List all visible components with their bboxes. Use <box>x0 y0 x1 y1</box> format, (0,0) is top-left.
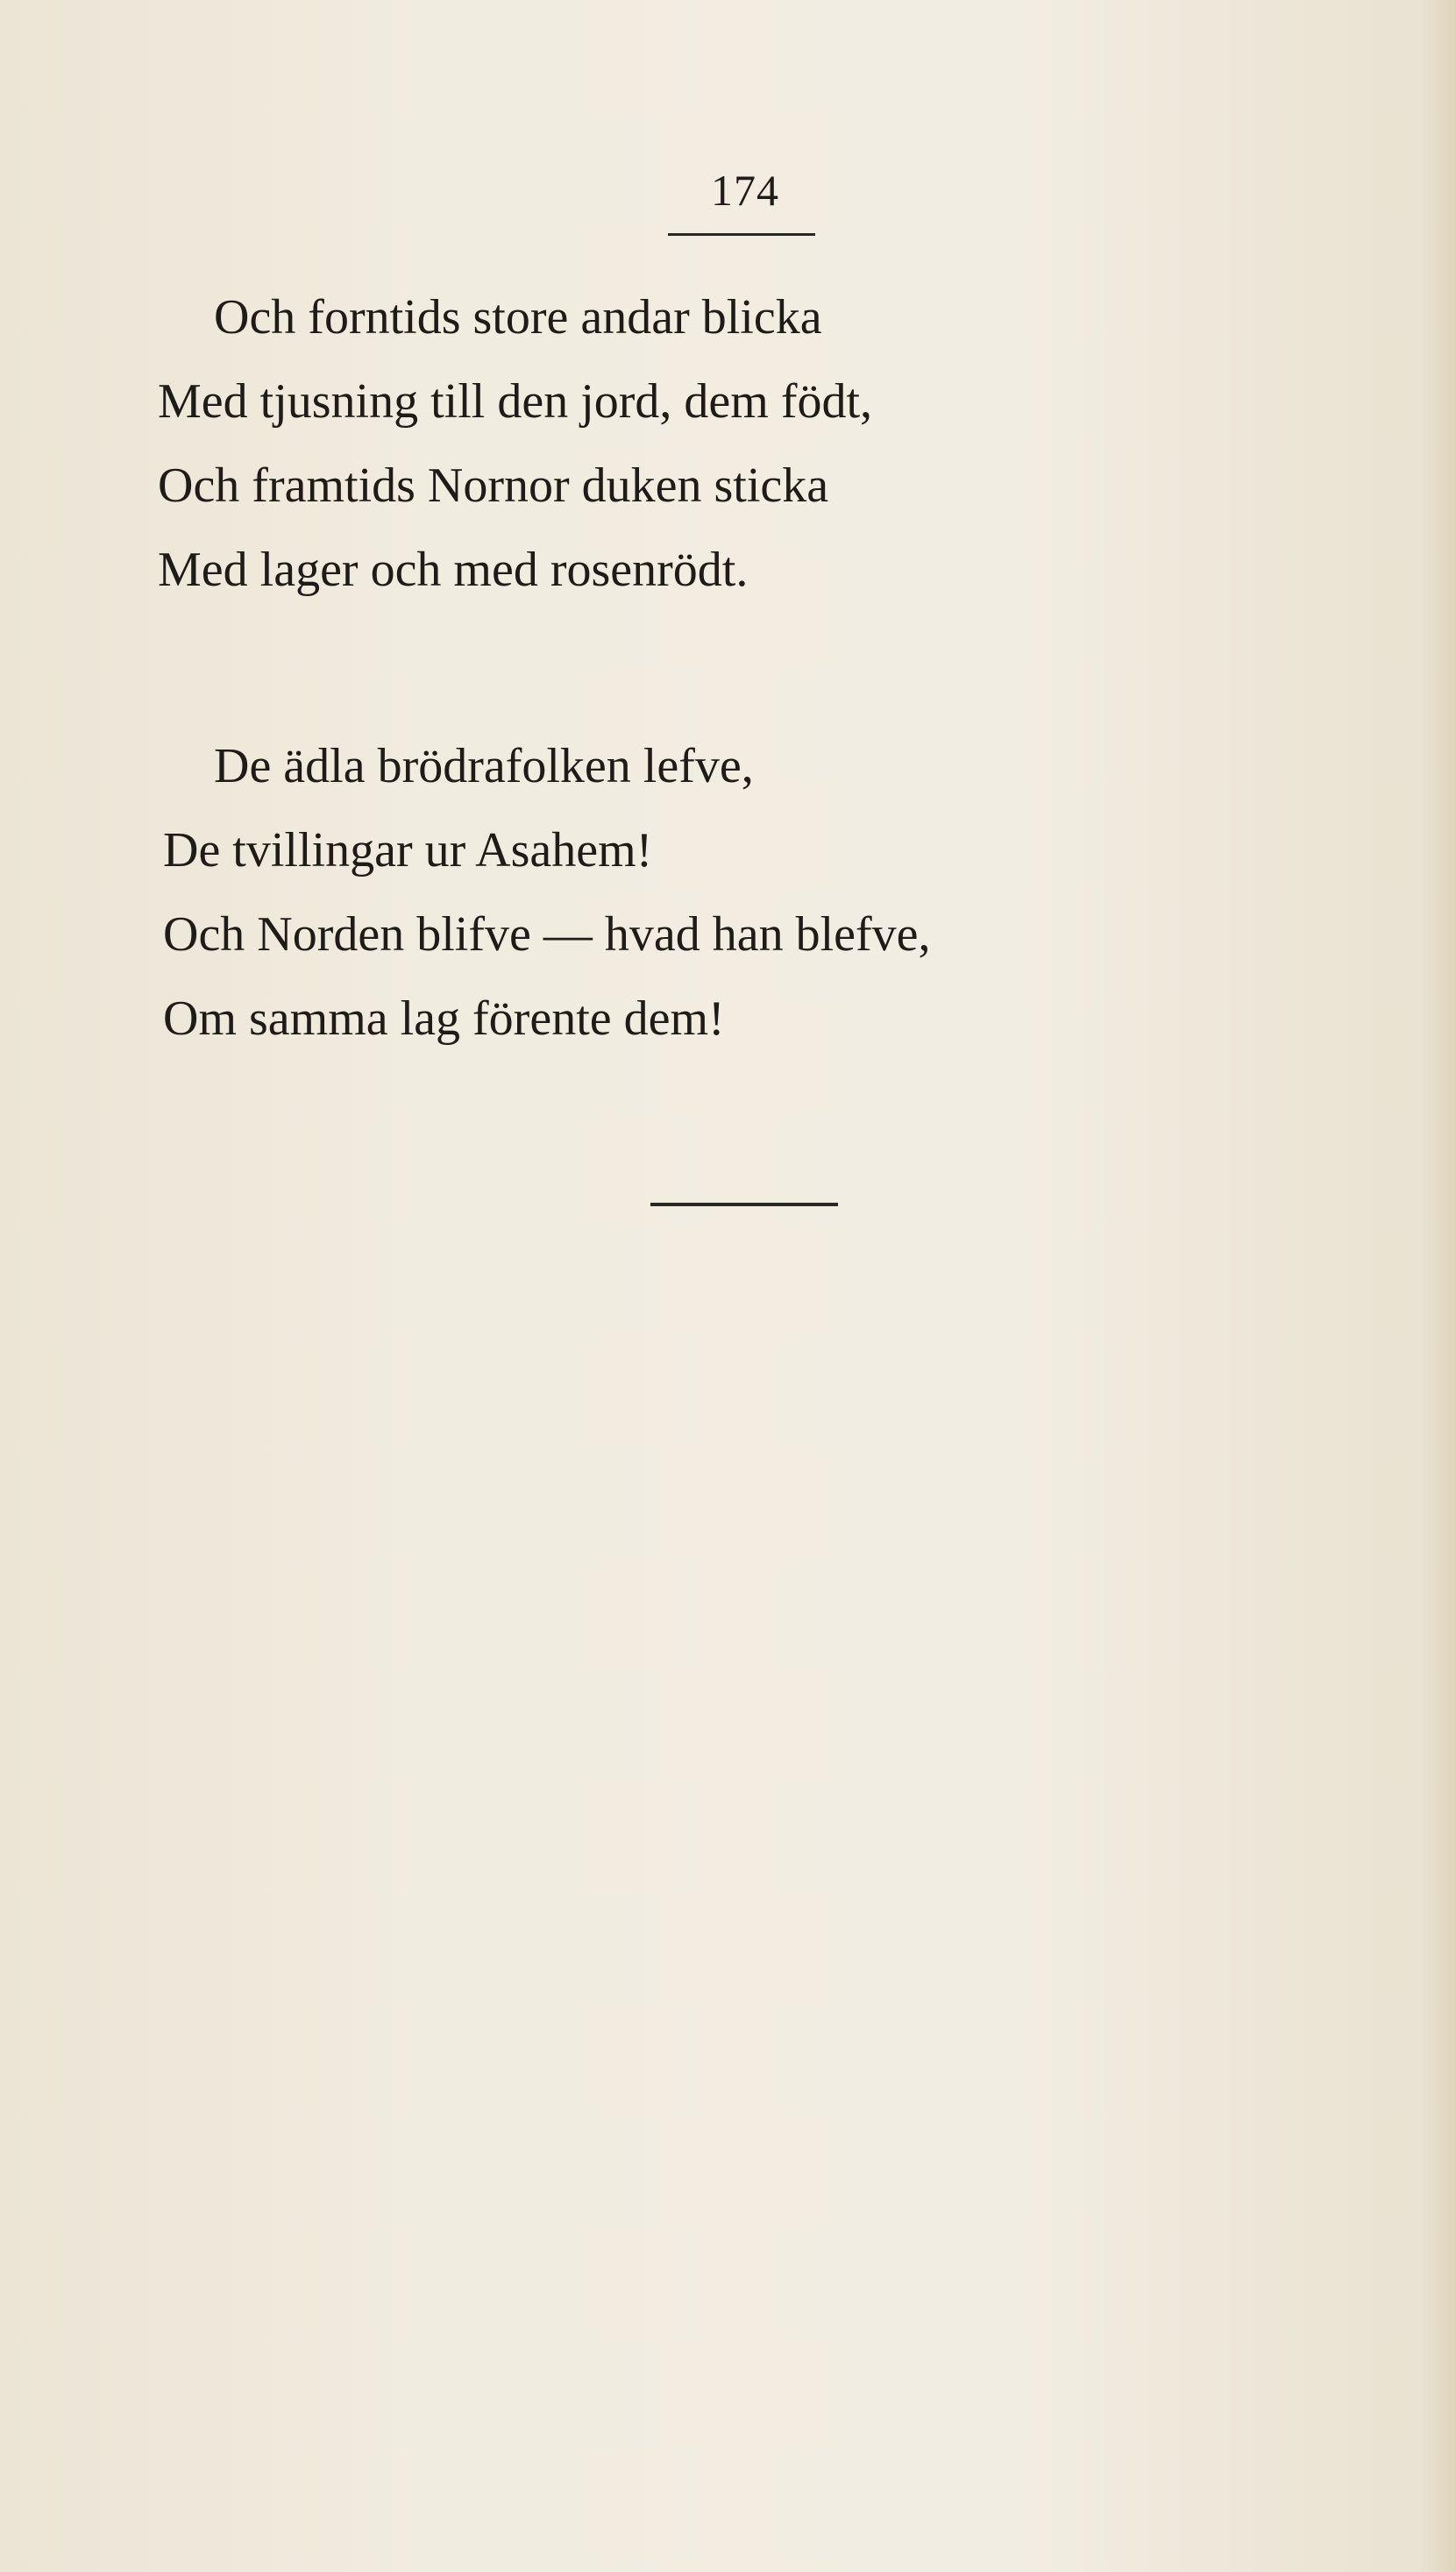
end-rule <box>650 1203 838 1206</box>
page-number-rule <box>668 233 815 236</box>
page-number: 174 <box>711 166 779 215</box>
poem-line: De ädla brödrafolken lefve, <box>214 739 754 793</box>
poem-line: Och forntids store andar blicka <box>214 290 822 345</box>
poem-line: De tvillingar ur Asahem! <box>163 823 653 877</box>
page-edge-shadow <box>1421 0 1456 2572</box>
poem-line: Med lager och med rosenrödt. <box>158 543 749 597</box>
poem-line: Om samma lag förente dem! <box>163 991 725 1046</box>
poem-line: Med tjusning till den jord, dem födt, <box>158 374 873 429</box>
poem-line: Och Norden blifve — hvad han blefve, <box>163 907 931 962</box>
poem-line: Och framtids Nornor duken sticka <box>158 458 829 513</box>
